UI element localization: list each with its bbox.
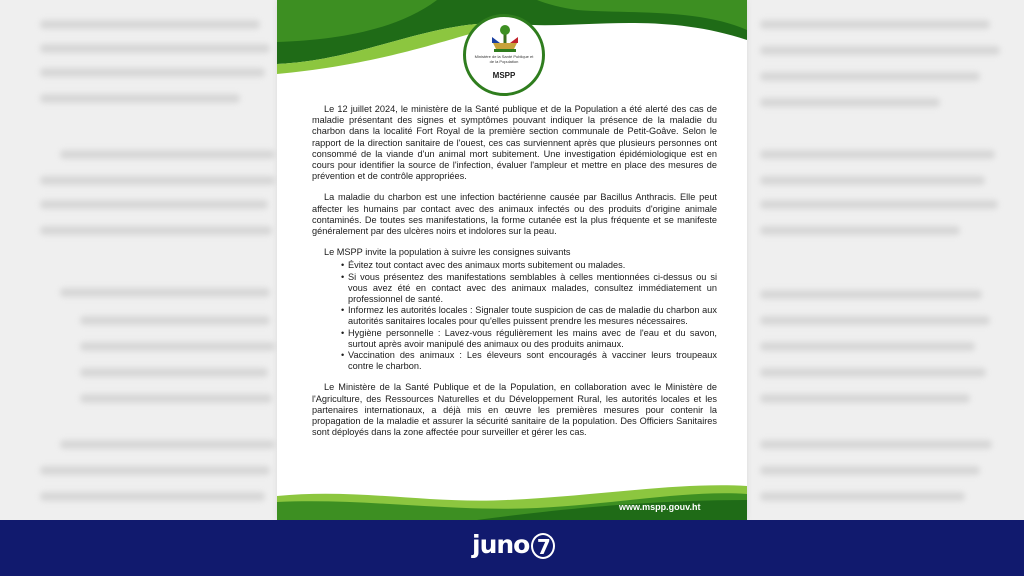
website-link[interactable]: www.mspp.gouv.ht bbox=[619, 502, 701, 512]
juno7-logo[interactable] bbox=[472, 529, 555, 561]
logo-ministry-text: Ministère de la Santé Publique et de la Population bbox=[474, 54, 534, 64]
advice-item: • Évitez tout contact avec des animaux morts subitement ou malades. bbox=[348, 260, 717, 271]
advice-item: • Vaccination des animaux : Les éleveurs sont encouragés à vacciner leurs troupeaux contre le charbon. bbox=[348, 350, 717, 372]
advice-item: • Hygiène personnelle : Lavez-vous régulièrement les mains avec de l'eau et du savon, surtout après avoir manipulé des animaux ou des produits animaux. bbox=[348, 328, 717, 350]
brand-number: 7 bbox=[531, 533, 555, 559]
paragraph-disease-info: La maladie du charbon est une infection bactérienne causée par Bacillus Anthracis. Elle peut affecter les humains par contact avec des animaux infectés ou des produits d'origine animale contaminés. De toutes ses manifestations, la forme cutanée est la plus fréquente et se manifeste généralement par des ulcères noirs et indolores sur la peau. bbox=[312, 192, 717, 237]
bottom-wave-decoration bbox=[277, 478, 747, 520]
logo-acronym: MSPP bbox=[492, 71, 516, 80]
document-body bbox=[312, 104, 717, 448]
advice-list bbox=[312, 260, 717, 372]
mspp-logo bbox=[463, 14, 545, 96]
paragraph-alert: Le 12 juillet 2024, le ministère de la Santé publique et de la Population a été alerté des cas de maladie présentant des signes et symptômes pouvant indiquer la présence de la maladie du charbon dans la localité Fort Royal de la première section communale de Petit-Goâve. Selon le rapport de la direction sanitaire de l'ouest, ces cas surviennent après que plusieurs personnes ont consommé de la viande d'un animal mort subitement. Une investigation épidémiologique est en cours pour identifier la source de l'infection, évaluer l'ampleur et mettre en place des mesures de prévention et de contrôle appropriées. bbox=[312, 104, 717, 182]
advice-item: • Si vous présentez des manifestations semblables à celles mentionnées ci-dessus ou si vous avez été en contact avec des animaux malades, consultez immédiatement un professionnel de santé. bbox=[348, 272, 717, 306]
paragraph-closing: Le Ministère de la Santé Publique et de la Population, en collaboration avec le Ministère de l'Agriculture, des Ressources Naturelles et du Développement Rural, les autorités locales et les partenaires internationaux, a déjà mis en œuvre les premières mesures pour contenir la propagation de la maladie et assurer la sécurité sanitaire de la population. Des Officiers Sanitaires sont déployés dans la zone affectée pour surveiller et gérer les cas. bbox=[312, 382, 717, 438]
press-release-document bbox=[277, 0, 747, 520]
advice-item: • Informez les autorités locales : Signaler toute suspicion de cas de maladie du charbon aux autorités sanitaires locales pour qu'elles puissent prendre les mesures nécessaires. bbox=[348, 305, 717, 327]
advice-intro: Le MSPP invite la population à suivre les consignes suivants bbox=[324, 247, 571, 258]
haiti-coat-of-arms-icon bbox=[490, 25, 520, 53]
brand-text: juno bbox=[472, 530, 530, 559]
